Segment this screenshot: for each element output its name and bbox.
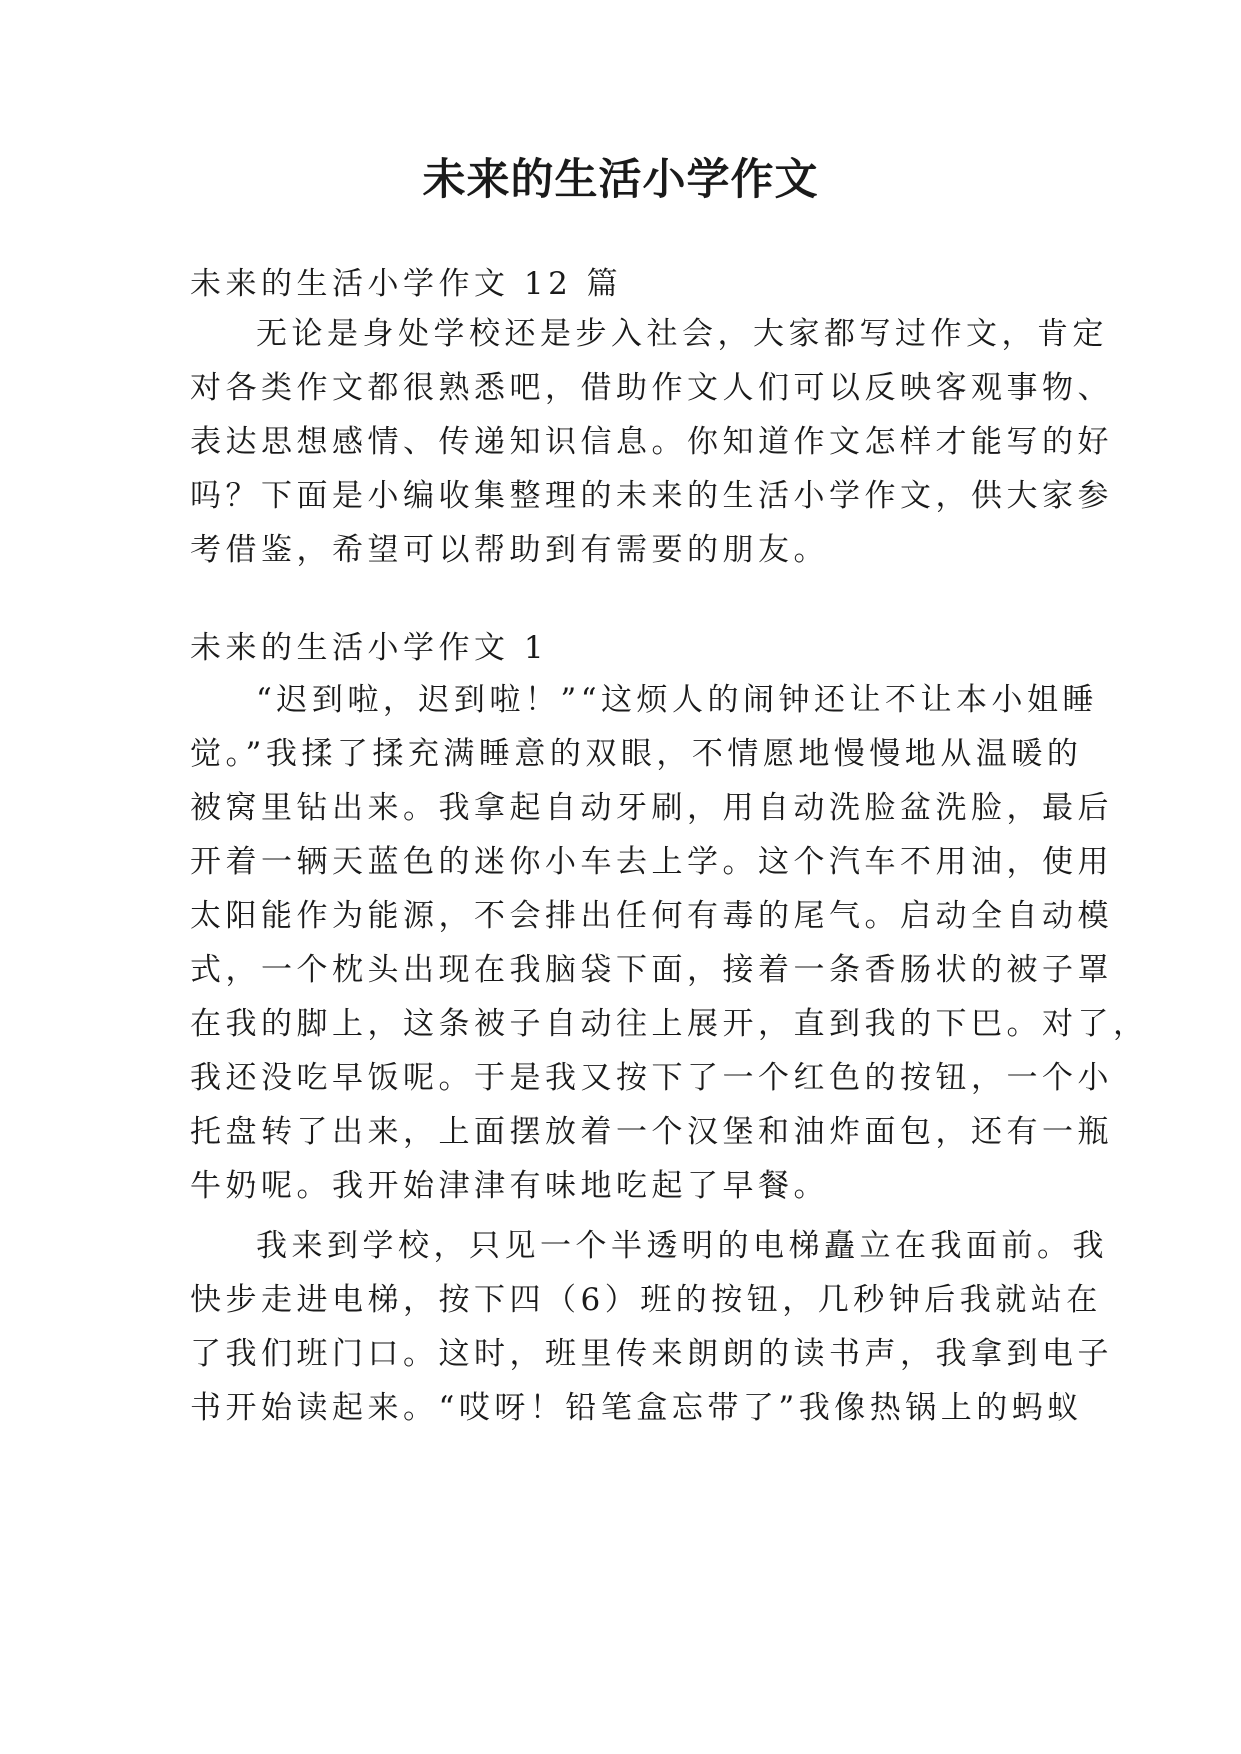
intro-line: 对各类作文都很熟悉吧，借助作文人们可以反映客观事物、: [190, 370, 1113, 406]
collection-subtitle: 未来的生活小学作文 12 篇: [190, 266, 623, 302]
essay-line: 托盘转了出来，上面摆放着一个汉堡和油炸面包，还有一瓶: [190, 1114, 1113, 1150]
essay-heading: 未来的生活小学作文 1: [190, 630, 549, 666]
essay-line: 太阳能作为能源，不会排出任何有毒的尾气。启动全自动模: [190, 898, 1113, 934]
essay-line: 式，一个枕头出现在我脑袋下面，接着一条香肠状的被子罩: [190, 952, 1113, 988]
essay-line: 我来到学校，只见一个半透明的电梯矗立在我面前。我: [256, 1228, 1108, 1264]
essay-line: 被窝里钻出来。我拿起自动牙刷，用自动洗脸盆洗脸，最后: [190, 790, 1113, 826]
intro-line: 考借鉴，希望可以帮助到有需要的朋友。: [190, 532, 829, 568]
essay-line: 牛奶呢。我开始津津有味地吃起了早餐。: [190, 1168, 829, 1204]
essay-line: 开着一辆天蓝色的迷你小车去上学。这个汽车不用油，使用: [190, 844, 1113, 880]
essay-line: 快步走进电梯，按下四（6）班的按钮，几秒钟后我就站在: [190, 1282, 1102, 1318]
essay-line: 觉。”我揉了揉充满睡意的双眼，不情愿地慢慢地从温暖的: [190, 736, 1083, 772]
intro-line: 表达思想感情、传递知识信息。你知道作文怎样才能写的好: [190, 424, 1113, 460]
intro-line: 吗？下面是小编收集整理的未来的生活小学作文，供大家参: [190, 478, 1113, 514]
essay-line: “迟到啦，迟到啦！”“这烦人的闹钟还让不让本小姐睡: [256, 682, 1099, 718]
essay-line: 书开始读起来。“哎呀！铅笔盒忘带了”我像热锅上的蚂蚁: [190, 1390, 1083, 1426]
document-title: 未来的生活小学作文: [422, 155, 819, 205]
essay-line: 了我们班门口。这时，班里传来朗朗的读书声，我拿到电子: [190, 1336, 1113, 1372]
essay-line: 我还没吃早饭呢。于是我又按下了一个红色的按钮，一个小: [190, 1060, 1113, 1096]
essay-line: 在我的脚上，这条被子自动往上展开，直到我的下巴。对了，: [190, 1006, 1149, 1042]
intro-line: 无论是身处学校还是步入社会，大家都写过作文，肯定: [256, 316, 1108, 352]
